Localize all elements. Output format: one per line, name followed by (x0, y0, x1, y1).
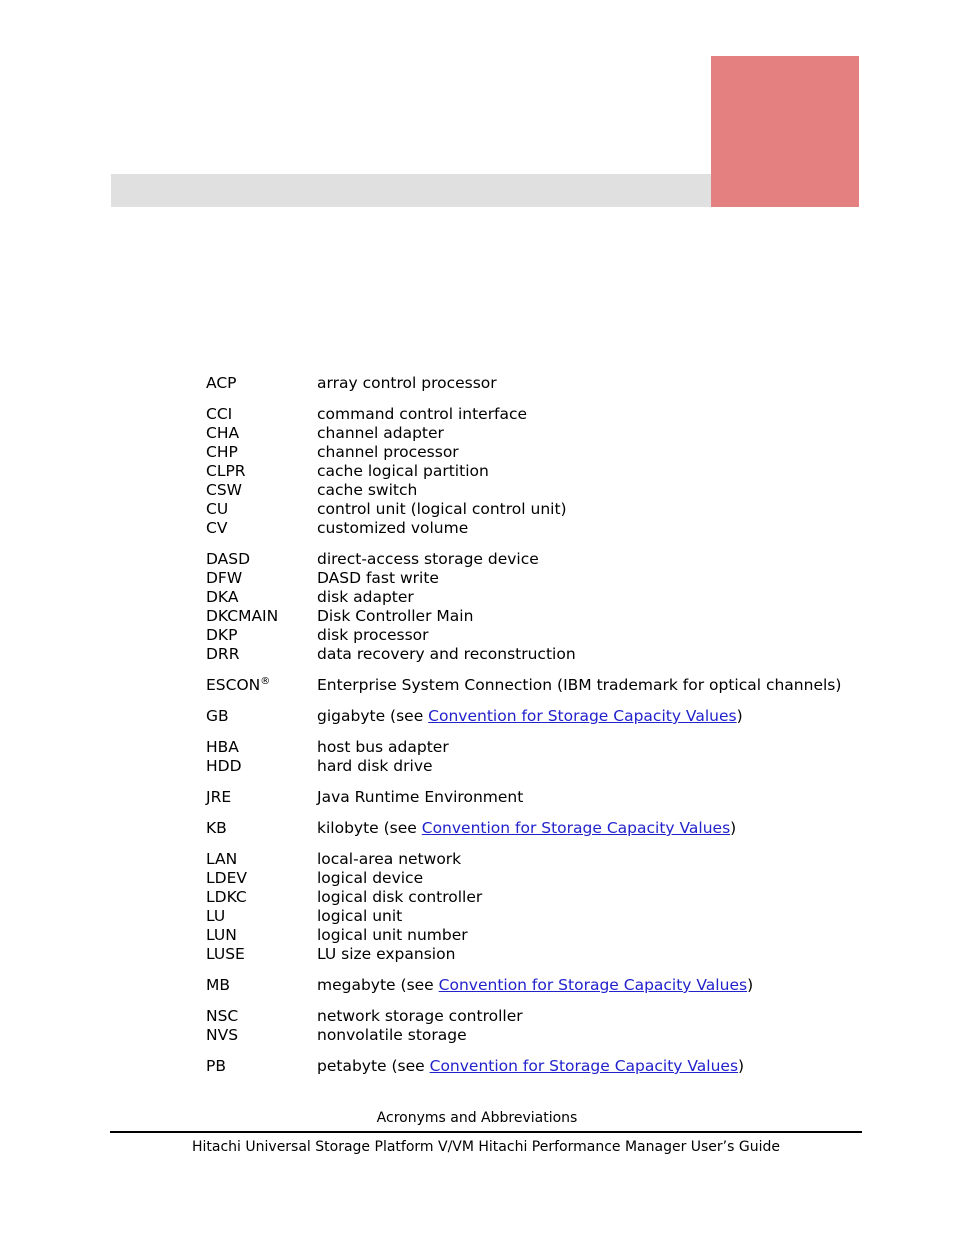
acronym-term-text: CLPR (206, 462, 246, 480)
acronym-definition: array control processor (317, 374, 497, 392)
acronym-term (206, 500, 317, 519)
acronym-row (206, 926, 866, 945)
acronym-row (206, 907, 866, 926)
acronym-row (206, 569, 866, 588)
acronym-term-text: DASD (206, 550, 251, 568)
acronym-definition: local-area network (317, 850, 462, 868)
acronym-term-text: KB (206, 819, 227, 837)
capacity-convention-link[interactable]: Convention for Storage Capacity Values (438, 976, 748, 994)
acronym-definition: customized volume (317, 519, 469, 537)
definition-text: gigabyte (see (317, 707, 429, 725)
definition-text-end: ) (730, 819, 737, 837)
acronym-term-text: LUSE (206, 945, 245, 963)
capacity-convention-link[interactable]: Convention for Storage Capacity Values (428, 707, 737, 725)
acronym-group (206, 550, 866, 664)
acronym-group (206, 850, 866, 964)
definition-text: petabyte (see (317, 1057, 430, 1075)
acronym-definition: host bus adapter (317, 738, 449, 756)
acronym-group (206, 819, 866, 838)
acronym-term (206, 1026, 317, 1045)
footer-section-title: Acronyms and Abbreviations (376, 1110, 578, 1126)
acronym-row (206, 1057, 866, 1076)
acronym-term-text: ACP (206, 374, 237, 392)
chapter-header-block (711, 56, 859, 207)
definition-text-end: ) (736, 707, 743, 725)
acronym-group (206, 1057, 866, 1076)
acronym-term-text: DKCMAIN (206, 607, 279, 625)
acronym-definition: command control interface (317, 405, 528, 423)
acronym-definition (317, 976, 866, 995)
acronym-term-text: CV (206, 519, 228, 537)
acronym-group (206, 405, 866, 538)
acronym-row (206, 645, 866, 664)
definition-text: kilobyte (see (317, 819, 422, 837)
acronym-row (206, 869, 866, 888)
acronym-term (206, 607, 317, 626)
acronym-term (206, 569, 317, 588)
definition-text-end: ) (738, 1057, 745, 1075)
acronym-definition: logical device (317, 869, 424, 887)
acronym-term-text: HBA (206, 738, 239, 756)
acronym-term (206, 757, 317, 776)
acronym-term (206, 788, 317, 807)
acronym-term-text: LDEV (206, 869, 247, 887)
acronym-term (206, 1007, 317, 1026)
acronym-row (206, 676, 866, 695)
acronym-term (206, 374, 317, 393)
acronym-term (206, 405, 317, 424)
acronym-definition: disk adapter (317, 588, 414, 606)
acronym-term (206, 869, 317, 888)
acronym-term (206, 481, 317, 500)
acronym-row (206, 819, 866, 838)
acronym-definition: nonvolatile storage (317, 1026, 467, 1044)
acronym-definition: disk processor (317, 626, 429, 644)
acronym-definition: cache switch (317, 481, 418, 499)
capacity-convention-link[interactable]: Convention for Storage Capacity Values (429, 1057, 739, 1075)
acronym-group (206, 788, 866, 807)
acronym-term-text: LU (206, 907, 226, 925)
acronym-term (206, 645, 317, 664)
acronym-definition: cache logical partition (317, 462, 489, 480)
acronym-term-text: GB (206, 707, 229, 725)
acronym-row (206, 888, 866, 907)
registered-mark: ® (260, 676, 271, 687)
acronym-row (206, 1026, 866, 1045)
acronym-row (206, 607, 866, 626)
acronym-definition: Enterprise System Connection (IBM trademark for optical channels) (317, 676, 842, 694)
acronym-group (206, 707, 866, 726)
acronym-row (206, 481, 866, 500)
acronym-term (206, 588, 317, 607)
acronym-row (206, 788, 866, 807)
acronym-definition: LU size expansion (317, 945, 456, 963)
acronym-term-text: HDD (206, 757, 242, 775)
acronym-term-text: DFW (206, 569, 243, 587)
acronym-definition: logical unit number (317, 926, 468, 944)
acronym-row (206, 707, 866, 726)
acronym-term-text: DKA (206, 588, 239, 606)
acronym-definition (317, 1057, 866, 1076)
acronym-term (206, 888, 317, 907)
acronym-term (206, 462, 317, 481)
acronym-group (206, 676, 866, 695)
acronym-term (206, 850, 317, 869)
acronym-definition: Disk Controller Main (317, 607, 474, 625)
acronym-term-text: CU (206, 500, 229, 518)
acronym-term (206, 976, 317, 995)
acronym-definition: DASD fast write (317, 569, 439, 587)
acronym-definition: network storage controller (317, 1007, 523, 1025)
acronym-term-text: CCI (206, 405, 233, 423)
acronym-term-text: DRR (206, 645, 240, 663)
acronym-row (206, 519, 866, 538)
acronym-row (206, 424, 866, 443)
acronym-row (206, 374, 866, 393)
chapter-header-bar (111, 174, 711, 207)
acronym-row (206, 850, 866, 869)
acronym-definition: hard disk drive (317, 757, 433, 775)
acronym-definition: Java Runtime Environment (317, 788, 524, 806)
acronym-row (206, 757, 866, 776)
definition-text-end: ) (747, 976, 754, 994)
acronym-row (206, 405, 866, 424)
acronym-term-text: PB (206, 1057, 226, 1075)
acronym-row (206, 588, 866, 607)
acronym-row (206, 550, 866, 569)
acronym-term (206, 424, 317, 443)
acronym-definition: channel processor (317, 443, 459, 461)
acronym-term-text: LUN (206, 926, 237, 944)
acronym-row (206, 1007, 866, 1026)
capacity-convention-link[interactable]: Convention for Storage Capacity Values (421, 819, 731, 837)
acronym-term-text: NSC (206, 1007, 239, 1025)
acronym-row (206, 626, 866, 645)
acronym-term (206, 676, 317, 695)
acronym-term (206, 738, 317, 757)
acronym-row (206, 945, 866, 964)
acronym-row (206, 443, 866, 462)
acronym-group (206, 738, 866, 776)
acronym-term-text: CSW (206, 481, 242, 499)
acronym-term (206, 626, 317, 645)
acronym-row (206, 462, 866, 481)
acronym-group (206, 976, 866, 995)
acronym-term (206, 1057, 317, 1076)
acronym-term-text: MB (206, 976, 231, 994)
acronym-definition (317, 819, 866, 838)
definition-text: megabyte (see (317, 976, 439, 994)
acronym-definition: data recovery and reconstruction (317, 645, 576, 663)
acronym-term (206, 550, 317, 569)
acronym-term-text: ESCON (206, 676, 261, 694)
acronym-term (206, 945, 317, 964)
acronym-term (206, 907, 317, 926)
footer-rule (110, 1131, 862, 1133)
acronym-term (206, 519, 317, 538)
acronym-term-text: JRE (206, 788, 232, 806)
acronym-term (206, 707, 317, 726)
acronym-term-text: NVS (206, 1026, 239, 1044)
acronym-term-text: LAN (206, 850, 238, 868)
acronym-term (206, 443, 317, 462)
acronym-definition (317, 707, 866, 726)
acronym-term-text: CHP (206, 443, 238, 461)
acronym-glossary (206, 374, 866, 1088)
acronym-term (206, 926, 317, 945)
acronym-definition: channel adapter (317, 424, 444, 442)
acronym-definition: direct-access storage device (317, 550, 539, 568)
acronym-definition: control unit (logical control unit) (317, 500, 567, 518)
acronym-group (206, 1007, 866, 1045)
acronym-term-text: DKP (206, 626, 238, 644)
acronym-term-text: CHA (206, 424, 240, 442)
footer-document-title: Hitachi Universal Storage Platform V/VM Hitachi Performance Manager User’s Guide (192, 1139, 780, 1155)
acronym-term (206, 819, 317, 838)
acronym-row (206, 976, 866, 995)
acronym-definition: logical disk controller (317, 888, 483, 906)
acronym-definition: logical unit (317, 907, 403, 925)
acronym-row (206, 738, 866, 757)
acronym-row (206, 500, 866, 519)
acronym-term-text: LDKC (206, 888, 247, 906)
acronym-group (206, 374, 866, 393)
